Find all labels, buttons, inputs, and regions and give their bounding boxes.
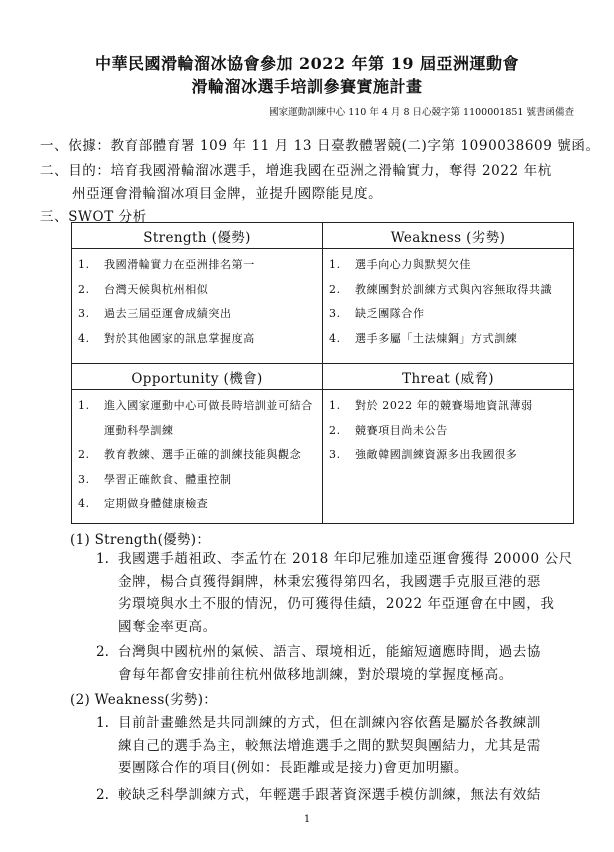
swot-item-number: 2. bbox=[329, 282, 341, 296]
swot-item-number: 1. bbox=[78, 258, 90, 271]
swot-item-text: 缺乏團隊合作 bbox=[355, 307, 425, 320]
swot-item bbox=[78, 394, 316, 443]
swot-item bbox=[329, 278, 567, 303]
swot-item-text: 強敵韓國訓練資源多出我國很多 bbox=[355, 448, 518, 461]
paragraph-number: 1. bbox=[96, 715, 109, 731]
swot-item-text: 定期做身體健康檢查 bbox=[104, 497, 209, 510]
swot-item bbox=[78, 278, 316, 303]
swot-item-number: 2. bbox=[78, 448, 90, 461]
document-reference: 國家運動訓練中心 110 年 4 月 8 日心競字第 1100001851 號書函備查 bbox=[269, 107, 574, 118]
weakness-paragraph-1 bbox=[96, 712, 541, 780]
paragraph-text bbox=[118, 712, 541, 780]
weakness-cell bbox=[323, 249, 574, 364]
swot-item-text: 台灣天候與杭州相似 bbox=[104, 282, 209, 296]
paragraph-text bbox=[118, 641, 541, 686]
basis-line: 一、依據：教育部體育署 109 年 11 月 13 日臺教體署競(二)字第 1090038609 號函。 bbox=[40, 138, 600, 154]
swot-item-text: 過去三屆亞運會成績突出 bbox=[104, 307, 232, 320]
swot-item bbox=[329, 302, 567, 327]
page-number: 1 bbox=[303, 814, 311, 825]
swot-item-number: 1. bbox=[329, 399, 341, 412]
swot-item-text: 進入國家運動中心可做長時培訓並可結合運動科學訓練 bbox=[104, 399, 313, 437]
swot-item-number: 4. bbox=[78, 497, 90, 510]
swot-item-text: 競賽項目尚未公告 bbox=[355, 423, 448, 437]
swot-item bbox=[78, 443, 316, 468]
swot-item-text: 教育教練、選手正確的訓練技能與觀念 bbox=[104, 448, 302, 461]
swot-item-number: 3. bbox=[78, 472, 90, 486]
swot-item-number: 1. bbox=[78, 399, 90, 412]
strength-list bbox=[72, 249, 322, 357]
weakness-paragraph-2 bbox=[96, 784, 541, 807]
swot-heading: 三、SWOT 分析 bbox=[40, 209, 147, 225]
swot-item bbox=[78, 302, 316, 327]
swot-item-number: 4. bbox=[78, 331, 90, 345]
swot-item-text: 教練團對於訓練方式與內容無取得共識 bbox=[355, 282, 553, 296]
paragraph-line: 會每年都會安排前往杭州做移地訓練，對於環境的掌握度極高。 bbox=[118, 666, 513, 683]
swot-item-text: 對於 2022 年的競賽場地資訊薄弱 bbox=[355, 399, 533, 412]
paragraph-line: 練自己的選手為主，較無法增進選手之間的默契與團結力，尤其是需 bbox=[118, 737, 541, 754]
document-title-line1: 中華民國滑輪溜冰協會參加 2022 年第 19 屆亞洲運動會 bbox=[94, 54, 520, 73]
paragraph-line: 目前計畫雖然是共同訓練的方式，但在訓練內容依舊是屬於各教練訓 bbox=[118, 715, 541, 731]
swot-item bbox=[329, 419, 567, 444]
swot-item bbox=[78, 327, 316, 352]
weakness-list bbox=[323, 249, 573, 357]
swot-item bbox=[78, 492, 316, 517]
swot-item-number: 3. bbox=[329, 448, 341, 461]
swot-item-number: 4. bbox=[329, 331, 341, 345]
swot-item bbox=[329, 253, 567, 278]
swot-item-number: 2. bbox=[329, 423, 341, 437]
purpose-line-2: 州亞運會滑輪溜冰項目金牌，並提升國際能見度。 bbox=[72, 186, 383, 202]
paragraph-line: 金牌，楊合貞獲得銅牌，林秉宏獲得第四名，我國選手克服亘港的惡 bbox=[118, 573, 541, 590]
swot-item bbox=[329, 443, 567, 468]
paragraph-line: 國奪金率更高。 bbox=[118, 618, 217, 635]
paragraph-line: 較缺乏科學訓練方式，年輕選手跟著資深選手模仿訓練，無法有效結 bbox=[118, 787, 541, 803]
paragraph-text bbox=[118, 784, 541, 807]
swot-item bbox=[78, 253, 316, 278]
swot-item bbox=[78, 468, 316, 493]
swot-item-number: 2. bbox=[78, 282, 90, 296]
weakness-header: Weakness (劣勢) bbox=[323, 223, 574, 249]
strength-section-heading: (1) Strength(優勢)： bbox=[70, 532, 211, 548]
swot-item bbox=[329, 394, 567, 419]
strength-cell bbox=[72, 249, 323, 364]
opportunity-list bbox=[72, 390, 322, 523]
paragraph-number: 2. bbox=[96, 787, 109, 803]
swot-item bbox=[329, 327, 567, 352]
paragraph-line: 要團隊合作的項目(例如：長距離或是接力)會更加明顯。 bbox=[118, 760, 469, 776]
strength-paragraph-1 bbox=[96, 548, 573, 638]
swot-item-text: 選手向心力與默契欠佳 bbox=[355, 258, 471, 271]
paragraph-line: 台灣與中國杭州的氣候、語言、環境相近，能縮短適應時間，過去協 bbox=[118, 644, 541, 660]
opportunity-header: Opportunity (機會) bbox=[72, 364, 323, 390]
paragraph-line: 劣環境與水土不服的情況，仍可獲得佳績，2022 年亞運會在中國，我 bbox=[118, 596, 555, 612]
document-title-line2: 滑輪溜冰選手培訓參賽實施計畫 bbox=[191, 77, 423, 96]
swot-item-text: 對於其他國家的訊息掌握度高 bbox=[104, 331, 255, 345]
paragraph-text bbox=[118, 548, 573, 638]
swot-item-number: 1. bbox=[329, 258, 341, 271]
purpose-line-1: 二、目的：培育我國滑輪溜冰選手，增進我國在亞洲之滑輪實力，奪得 2022 年杭 bbox=[40, 163, 552, 179]
swot-item-text: 選手多屬「土法煉鋼」方式訓練 bbox=[355, 331, 518, 345]
opportunity-cell bbox=[72, 390, 323, 524]
weakness-section-heading: (2) Weakness(劣勢)： bbox=[70, 692, 218, 708]
swot-table bbox=[71, 222, 574, 524]
paragraph-number: 1. bbox=[96, 551, 109, 567]
paragraph-line: 我國選手趙祖政、李孟竹在 2018 年印尼雅加達亞運會獲得 20000 公尺 bbox=[118, 551, 573, 567]
strength-paragraph-2 bbox=[96, 641, 541, 686]
swot-item-number: 3. bbox=[78, 307, 90, 320]
swot-item-text: 我國滑輪實力在亞洲排名第一 bbox=[104, 258, 255, 271]
swot-item-text: 學習正確飲食、體重控制 bbox=[104, 472, 232, 486]
swot-item-number: 3. bbox=[329, 307, 341, 320]
threat-list bbox=[323, 390, 573, 474]
paragraph-number: 2. bbox=[96, 644, 109, 660]
threat-header: Threat (威脅) bbox=[323, 364, 574, 390]
strength-header: Strength (優勢) bbox=[72, 223, 323, 249]
threat-cell bbox=[323, 390, 574, 524]
